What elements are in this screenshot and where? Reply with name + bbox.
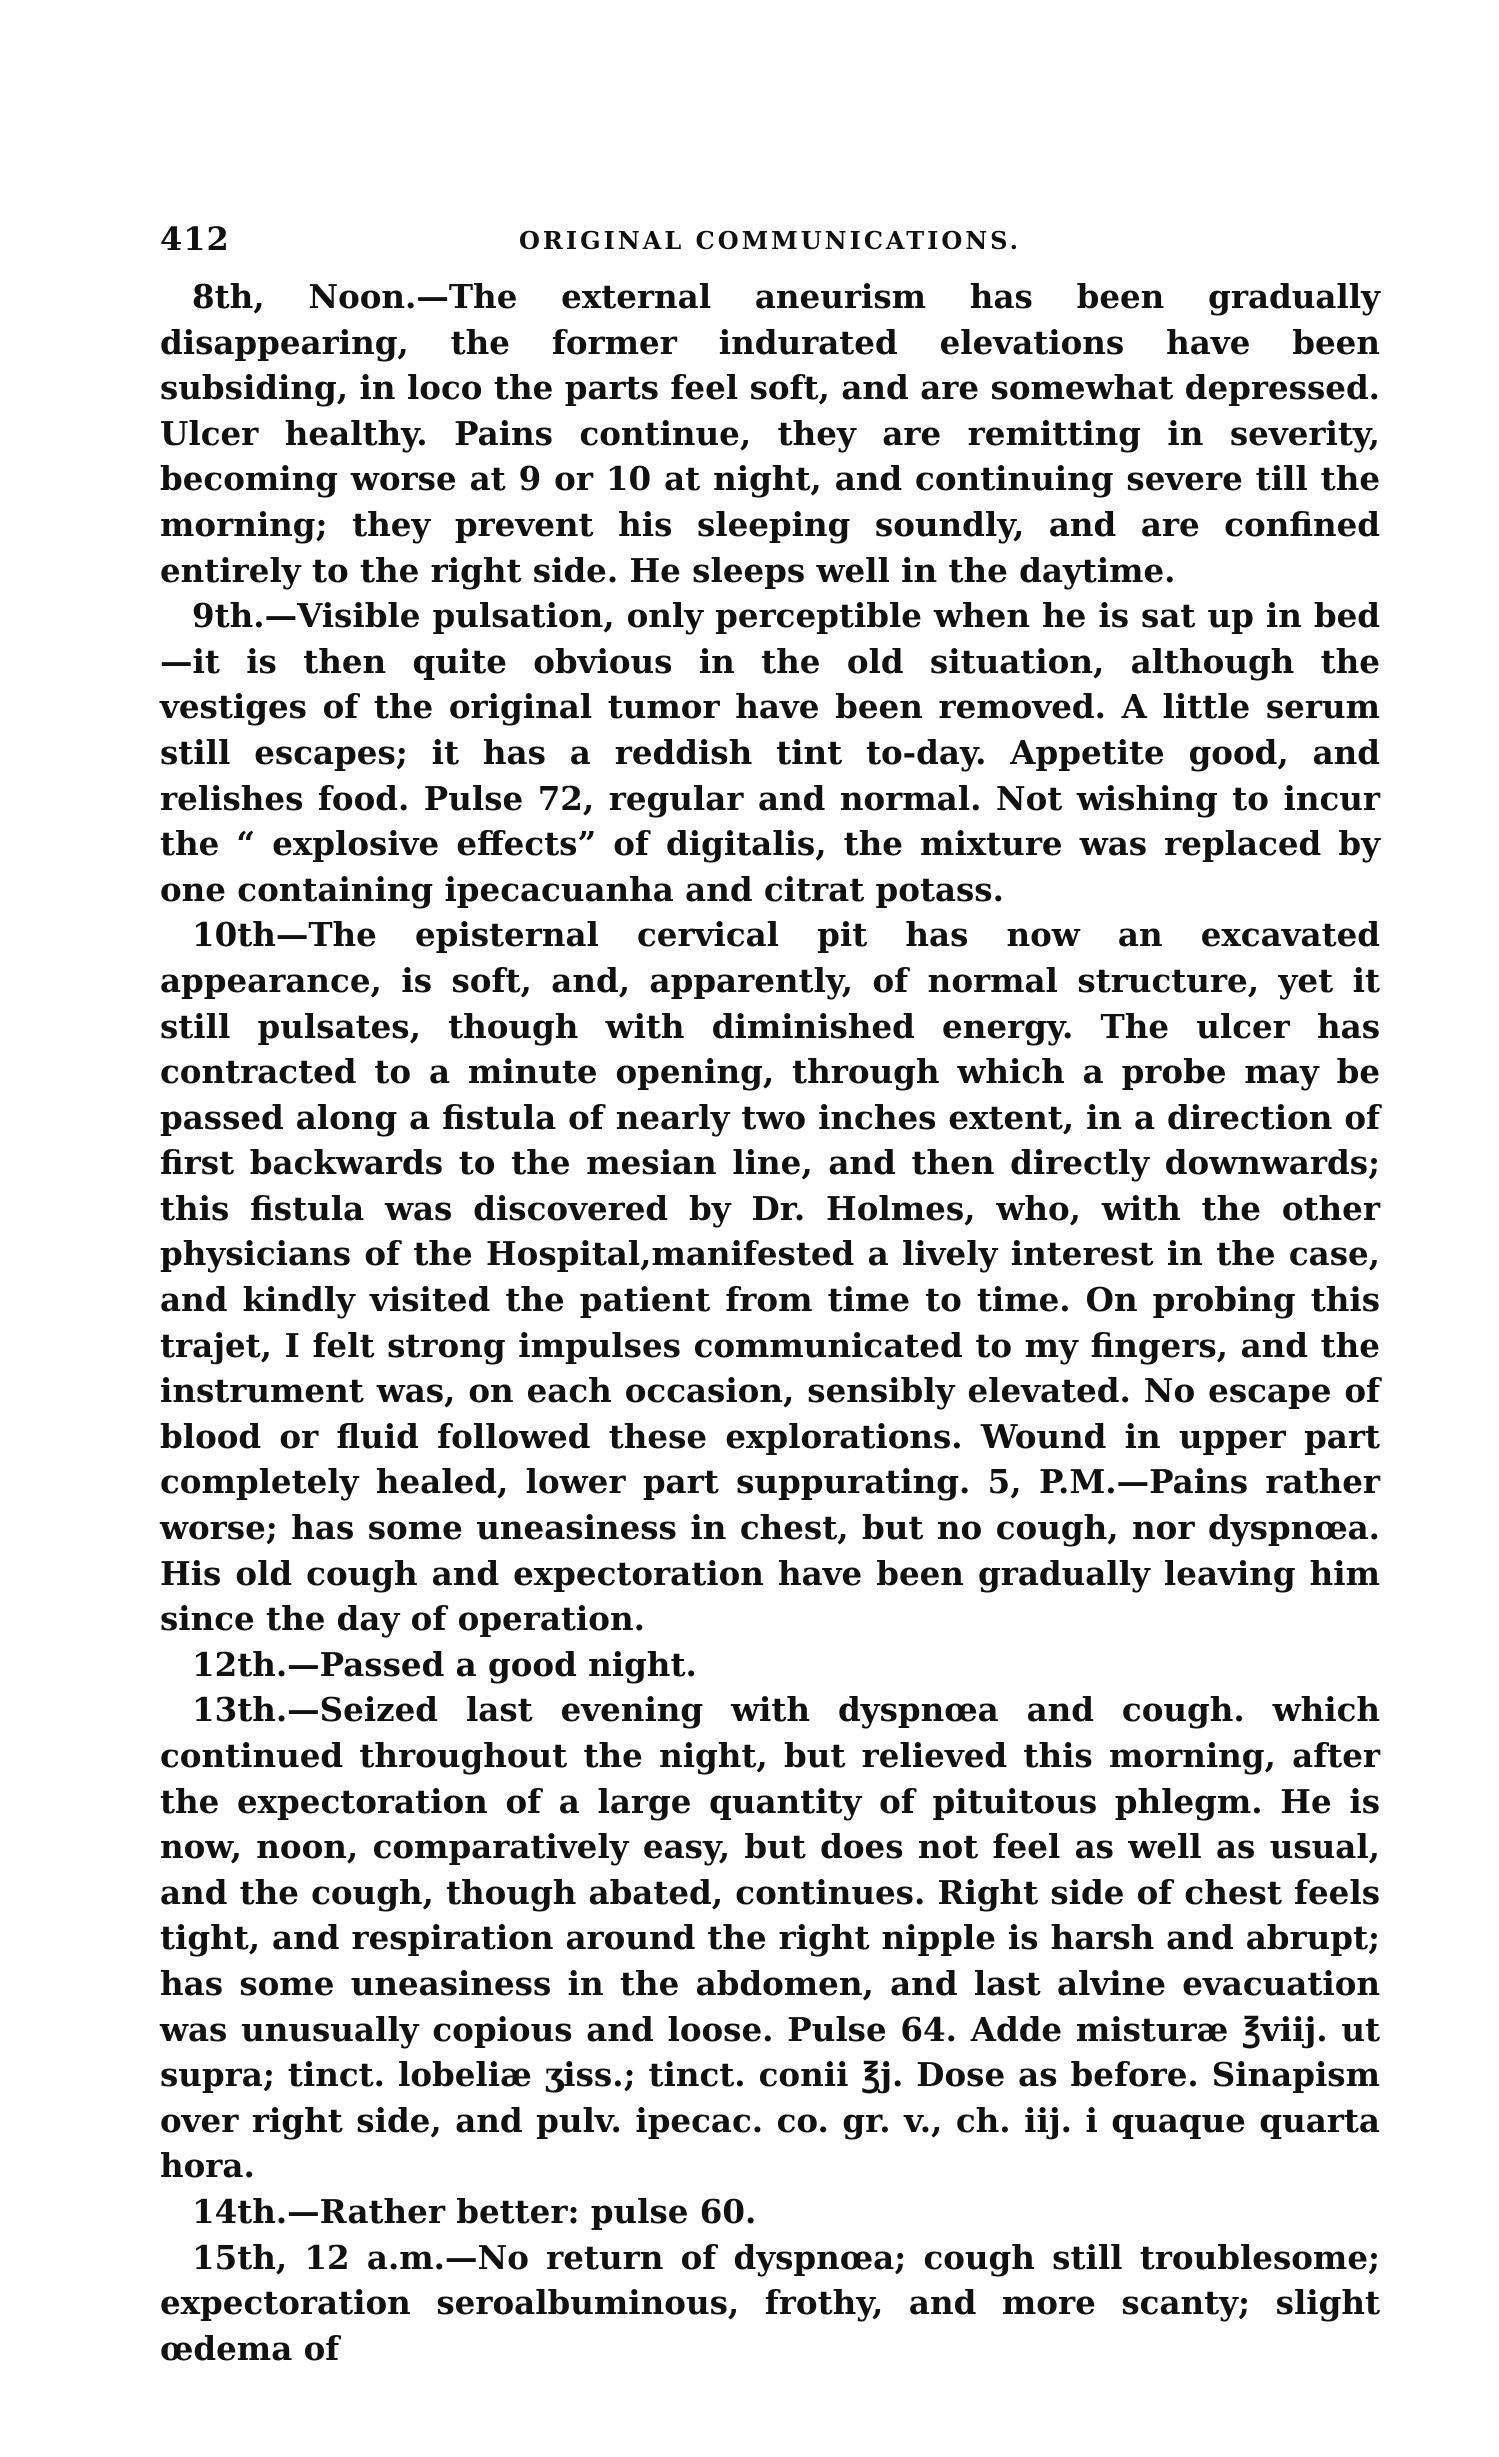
body-text: [160, 274, 1380, 2371]
paragraph-8th: 8th, Noon.—The external aneurism has been gradually disappearing, the former indurated elevations have been subsiding, in loco the parts feel soft, and are somewhat depressed. Ulcer healthy. Pains continue, they are remitting in severity, becoming worse at 9 or 10 at night, and continuing severe till the morning; they prevent his sleeping soundly, and are confined entirely to the right side. He sleeps well in the daytime.: [160, 277, 1380, 590]
paragraph-12th: 12th.—Passed a good night.: [192, 1644, 697, 1684]
page-number: 412: [160, 220, 230, 258]
paragraph-10th: 10th—The episternal cervical pit has now an excavated appearance, is soft, and, apparently, of normal structure, yet it still pulsates, though with diminished energy. The ulcer has contracted to a minute opening, through which a probe may be passed along a fistula of nearly two inches extent, in a direction of first backwards to the mesian line, and then directly downwards; this fistula was discovered by Dr. Holmes, who, with the other physicians of the Hospital,manifested a lively interest in the case, and kindly visited the patient from time to time. On probing this trajet, I felt strong impulses communicated to my fingers, and the instrument was, on each occasion, sensibly elevated. No escape of blood or fluid followed these explorations. Wound in upper part completely healed, lower part suppurating. 5, P.M.—Pains rather worse; has some uneasiness in chest, but no cough, nor dyspnœa. His old cough and expectoration have been gradually leaving him since the day of operation.: [160, 915, 1380, 1639]
running-title: ORIGINAL COMMUNICATIONS.: [519, 226, 1021, 255]
paragraph-14th: 14th.—Rather better: pulse 60.: [192, 2191, 757, 2231]
running-head: [160, 220, 1380, 268]
document-page: [160, 220, 1380, 2420]
paragraph-15th: 15th, 12 a.m.—No return of dyspnœa; cough still troublesome; expectoration seroalbuminous, frothy, and more scanty; slight œdema of: [160, 2237, 1380, 2368]
paragraph-13th: 13th.—Seized last evening with dyspnœa and cough. which continued throughout the night, but relieved this morning, after the expectoration of a large quantity of pituitous phlegm. He is now, noon, comparatively easy, but does not feel as well as usual, and the cough, though abated, continues. Right side of chest feels tight, and respiration around the right nipple is harsh and abrupt; has some uneasiness in the abdomen, and last alvine evacuation was unusually copious and loose. Pulse 64. Adde misturæ ℥viij. ut supra; tinct. lobeliæ ʒiss.; tinct. conii ℥j. Dose as before. Sinapism over right side, and pulv. ipecac. co. gr. v., ch. iij. i quaque quarta hora.: [160, 1690, 1380, 2186]
paragraph-9th: 9th.—Visible pulsation, only perceptible when he is sat up in bed—it is then quite obvious in the old situation, although the vestiges of the original tumor have been removed. A little serum still escapes; it has a reddish tint to-day. Appetite good, and relishes food. Pulse 72, regular and normal. Not wishing to incur the “ explosive effects” of digitalis, the mixture was replaced by one containing ipecacuanha and citrat potass.: [160, 596, 1380, 909]
